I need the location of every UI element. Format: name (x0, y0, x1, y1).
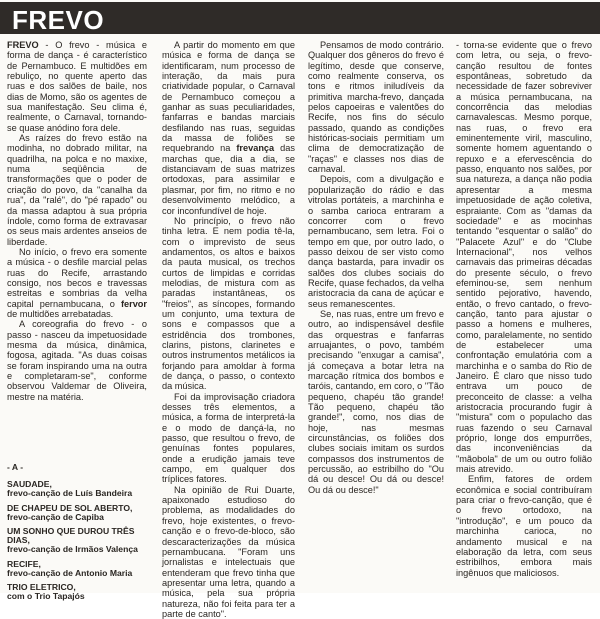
track-credit: frevo-canção de Antonio Maria (7, 567, 133, 578)
paragraph-text: - O frevo - música e forma de dança - é característico de Pernambuco. E multidões em rebuliço, no quente aperto das ruas e dos salões de baile, nos dias de Momo, são os agentes de sua manifestação. Seu clima é, realmente, o Carnaval, tornando-se quase anódino fora dele. (7, 40, 147, 133)
track-item (7, 504, 157, 522)
paragraph: Foi da improvisação criadora desses três elementos, a música, a forma de interpretá-la e o modo de dançá-la, no passo, que resultou o frevo, de genuínas fontes populares, onde a erudição jamais teve campo, em qualquer dos tríplices fatores. (162, 391, 295, 485)
paragraph: Pensamos de modo contrário. Qualquer dos gêneros do frevo é legítimo, desde que conserve, como realmente conserva, os tons e ritmos iniludíveis da primitiva marcha-frevo, dançada pelos capoeiras e valentões do Recife, nos fins do século passado, quando as condições históricas-sociais permitiam um clima de democratização de "raças" e classes nos dias de carnaval. (308, 40, 444, 175)
paragraph-text: de multidões arrebatadas. (7, 308, 114, 319)
lead-word: FREVO (7, 40, 39, 50)
paragraph: Depois, com a divulgação e popularização do rádio e das vitrolas portáteis, a marchinha e o samba carioca entraram a concorrer com o frevo pernambucano, sem letra. Foi o tempo em que, por outro lado, o passo deixou de ser visto como dança bastarda, para invadir os salões dos clubes sociais do Recife, quase fechados, da velha aristocracia da cana de açúcar e seus remanescentes. (308, 174, 444, 309)
paragraph-text: das marchas que, dia a dia, se distanciavam de suas matrizes ortodoxas, para assimilar e plasmar, por fim, no ritmo e no desenvolvimento melódico, a cor inconfundível de hoje. (162, 143, 295, 216)
paragraph: Na opinião de Rui Duarte, apaixonado estudioso do problema, as modalidades do frevo, hoje existentes, o frevo-canção e o frevo-de-bloco, são descaracterizações da música pernambucana. "Foram uns jornalistas e intelectuais que entenderam que frevo tinha que apresentar uma letra, quando a música, pela sua própria natureza, não foi feita para ter a parte de canto". (162, 484, 295, 619)
track-item (7, 583, 157, 601)
column-2 (162, 40, 295, 619)
track-credit: frevo-canção de Capiba (7, 511, 104, 522)
emphasis: fervor (120, 298, 147, 309)
track-credit: com o Trio Tapajós (7, 591, 85, 602)
emphasis: frevança (236, 143, 275, 154)
track-title: RECIFE, (7, 558, 41, 569)
column-3 (308, 40, 444, 592)
paragraph (162, 40, 295, 216)
track-credit: frevo-canção de Irmãos Valença (7, 544, 138, 555)
page-title: FREVO (12, 5, 105, 35)
paragraph: Se, nas ruas, entre um frevo e outro, ao indispensável desfile das orquestras e fanfarras arruajantes, o povo, também precisando "enxugar a camisa", já começava a botar letra na marcação rítmica dos bombos e taróis, cantando, em coro, o "Tão pequeno, chapéu tão grande! Tão pequeno, chapéu tão grande!", como, nos dias de hoje, nas mesmas circunstâncias, os foliões dos clubes sociais imitam os surdos compassos dos instrumentos de percussão, ao estribilho do "Ou dá ou desce! Ou dá ou desce! Ou dá ou desce!" (308, 308, 444, 495)
column-1 (7, 40, 147, 402)
track-item (7, 527, 157, 555)
track-title: TRIO ELETRICO, (7, 582, 76, 593)
track-credit: frevo-canção de Luís Bandeira (7, 488, 133, 499)
paragraph-text: No início, o frevo era somente a música - o desfile marcial pelas ruas do Recife, arrastando consigo, nos becos e travessas estreitas e sombrias da velha capital pernambucana, o (7, 246, 147, 309)
track-title: UM SONHO QUE DUROU TRÊS DIAS, (7, 526, 135, 546)
header-bar (0, 2, 600, 34)
paragraph (7, 40, 147, 133)
paragraph: No princípio, o frevo não tinha letra. E nem podia tê-la, com o imprevisto de seus andamentos, os altos e baixos da pauta musical, os trechos curtos de limpidas e corridas melodias, de mistura com as paradas instantâneas, os "freios", as síncopes, formando um conjunto, uma textura de sons e compassos que a estridência dos trombones, clarins, pistons, clarinetes e outros instrumentos metálicos ia forjando para amoldar à forma de dança, o passo, o contexto da música. (162, 215, 295, 392)
column-4 (456, 40, 592, 592)
paragraph-text: A partir do momento em que música e forma de dança se identificaram, num processo de interação, da mais pura criatividade popular, o Carnaval de Pernambuco começou a ganhar as suas peculiaridades, fanfarras e bandas marciais desfilando nas ruas, seguidas da massa de foliões se requebrando na (162, 40, 295, 154)
track-title: SAUDADE, (7, 479, 52, 490)
paragraph: A coreografia do frevo - o passo - nasceu da impetuosidade mesma da música, dinâmica, fogosa, agitada. "As duas coisas se foram inspirando uma na outra e completaram-se", conforme observou Valdemar de Oliveira, mestre na matéria. (7, 319, 147, 402)
track-item (7, 560, 157, 578)
paragraph: - torna-se evidente que o frevo com letra, ou seja, o frevo-canção resultou de fontes espontâneas, sobretudo da necessidade de fazer sobreviver a música pernambucana, na concorrência das melodias carnavalescas. Mesmo porque, nas ruas, o frevo era eminentemente viril, masculino, somente homem aguentando o repuxo e a efervescência do passo, enquanto nos salões, por sua natureza, a dança não podia apresentar a mesma impetuosidade de ação coletiva, espraiante. Com as "damas da sociedade" e as mocinhas tentando "esquentar o salão" do "Palacete Azul" e do "Clube Internacional", nos velhos carnavais das primeiras décadas do presente século, o frevo efeminou-se, sem nenhum sentido pejorativo, havendo, então, o frevo cantado, o frevo-canção, tanto para ajustar o passo a homens e mulheres, como, paralelamente, no sentido de estabelecer uma confrontação emulatória com a marchinha e o samba do Rio de Janeiro. É claro que nisso tudo entrava um pouco de preconceito de classe: a velha aristocracia procurando fugir à "mistura" com o populacho das ruas fazendo o seu Carnaval próprio, longe dos empurrões, das inconveniências da "mãobola" de um ou outro folião mais atrevido. (456, 40, 592, 475)
track-list (7, 463, 157, 606)
paragraph (7, 247, 147, 319)
paragraph: Enfim, fatores de ordem econômica e social contribuíram para criar o frevo-canção, que é o frevo ortodoxo, na "introdução", e um pouco da marchinha carioca, no andamento musical e na elaboração da letra, com seus estribilhos, embora mais ingênuos que maliciosos. (456, 474, 592, 578)
side-label: - A - (7, 462, 24, 472)
track-item (7, 480, 157, 498)
paragraph: As raízes do frevo estão na modinha, no dobrado militar, na quadrilha, na polca e no maxixe, numa seqüência de transformações que o poder de criação do povo, da "canalha da rua", da "ralé", do "pé rapado" ou da massa adaptou à sua própria índole, como forma de extravasar os seus mais ardentes anseios de liberdade. (7, 133, 147, 247)
track-title: DE CHAPEU DE SOL ABERTO, (7, 502, 133, 513)
